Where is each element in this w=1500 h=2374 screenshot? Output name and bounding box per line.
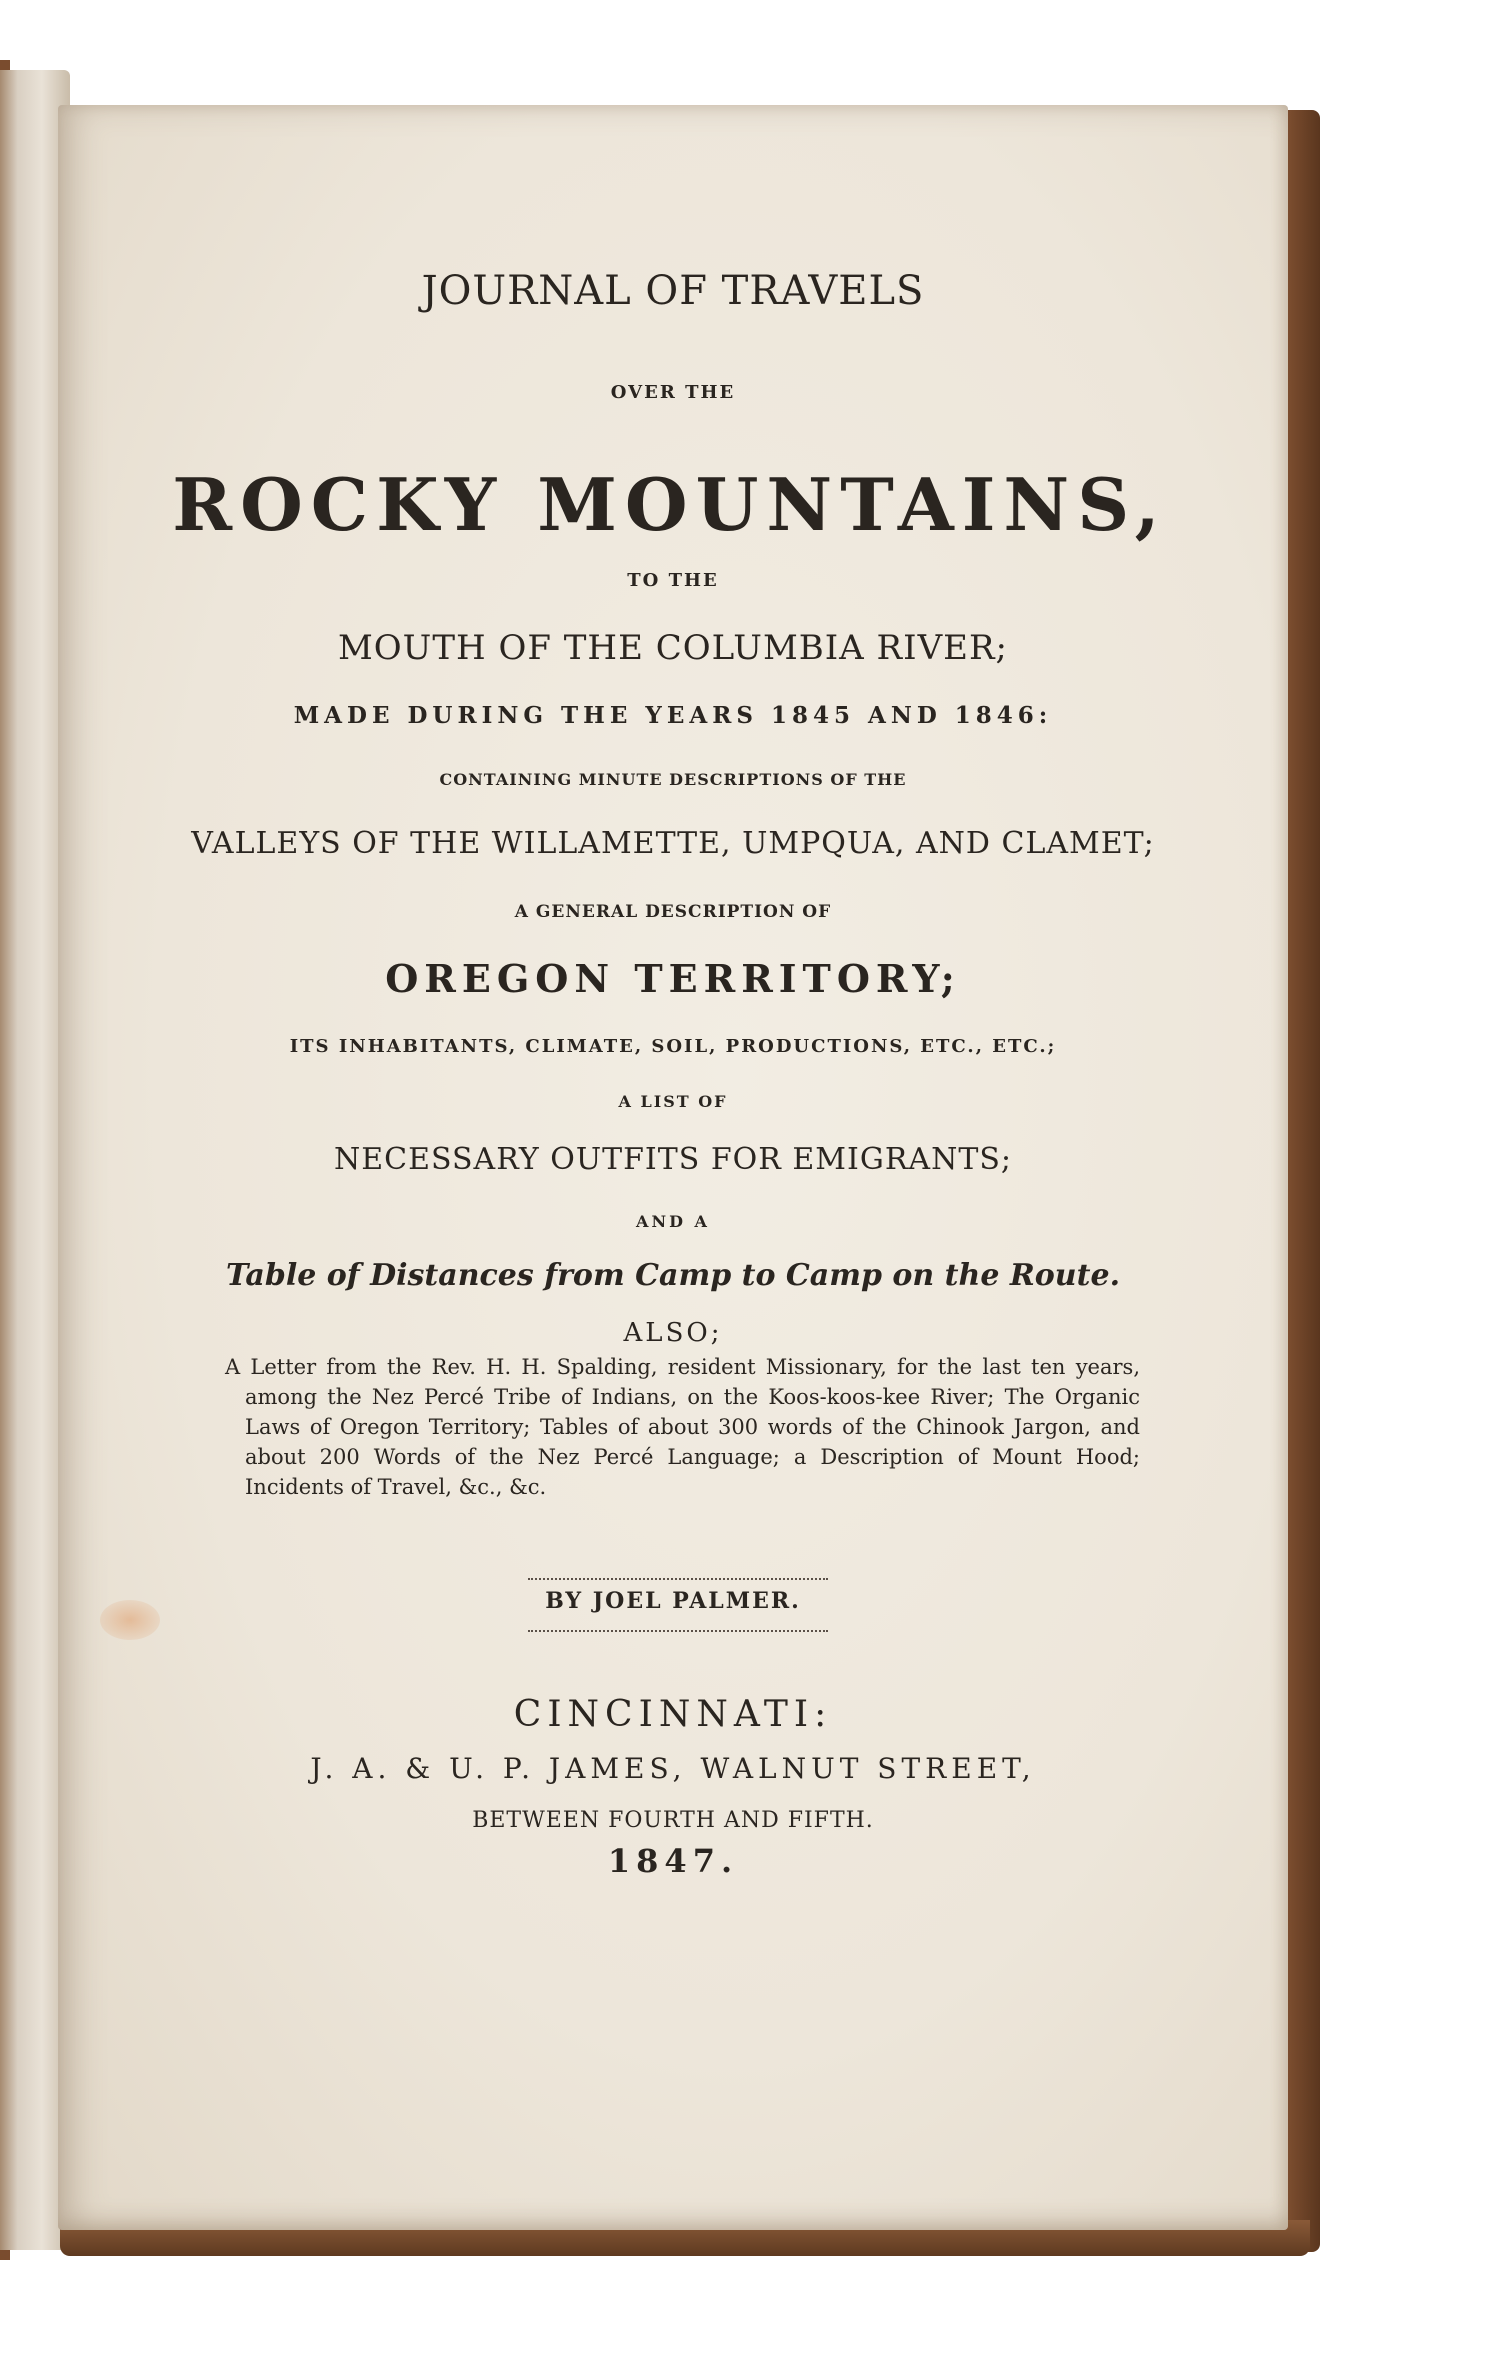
imprint-address: BETWEEN FOURTH AND FIFTH.: [472, 1808, 874, 1833]
title-general-description: A GENERAL DESCRIPTION OF: [514, 902, 832, 922]
title-valleys: VALLEYS OF THE WILLAMETTE, UMPQUA, AND CLAMET;: [191, 826, 1155, 861]
contents-text: A Letter from the Rev. H. H. Spalding, resident Missionary, for the last ten years, among the Nez Percé Tribe of Indians, on the Koos-koos-kee River; The Organic Laws of Oregon Territory; Tables of about 300 words of the Chinook Jargon, and about 200 Words of the Nez Percé Language; a Description of Mount Hood; Incidents of Travel, &c., &c.: [225, 1355, 1140, 1499]
title-inhabitants: ITS INHABITANTS, CLIMATE, SOIL, PRODUCTIONS, ETC., ETC.;: [289, 1036, 1057, 1057]
author-rule-top: [528, 1578, 828, 1584]
imprint-publisher: J. A. & U. P. JAMES, WALNUT STREET,: [310, 1752, 1036, 1785]
title-to-the: TO THE: [627, 570, 719, 591]
title-table-of-distances: Table of Distances from Camp to Camp on the Route.: [225, 1258, 1121, 1293]
title-and-a: AND A: [636, 1212, 710, 1231]
imprint-year: 1847.: [607, 1842, 739, 1880]
title-journal: JOURNAL OF TRAVELS: [421, 268, 925, 314]
title-mouth-columbia: MOUTH OF THE COLUMBIA RIVER;: [337, 628, 1008, 668]
contents-paragraph: [225, 1352, 1140, 1502]
title-made-during: MADE DURING THE YEARS 1845 AND 1846:: [293, 702, 1053, 729]
title-oregon-territory: OREGON TERRITORY;: [385, 956, 961, 1001]
imprint-place: CINCINNATI:: [513, 1694, 833, 1735]
title-a-list-of: A LIST OF: [618, 1092, 728, 1111]
author-rule-bottom: [528, 1630, 828, 1636]
title-necessary-outfits: NECESSARY OUTFITS FOR EMIGRANTS;: [333, 1142, 1013, 1177]
author-line: BY JOEL PALMER.: [545, 1588, 801, 1614]
title-also: ALSO;: [623, 1318, 723, 1348]
title-containing: CONTAINING MINUTE DESCRIPTIONS OF THE: [439, 770, 907, 789]
title-over-the: OVER THE: [610, 382, 736, 403]
title-rocky-mountains: ROCKY MOUNTAINS,: [172, 462, 1168, 547]
